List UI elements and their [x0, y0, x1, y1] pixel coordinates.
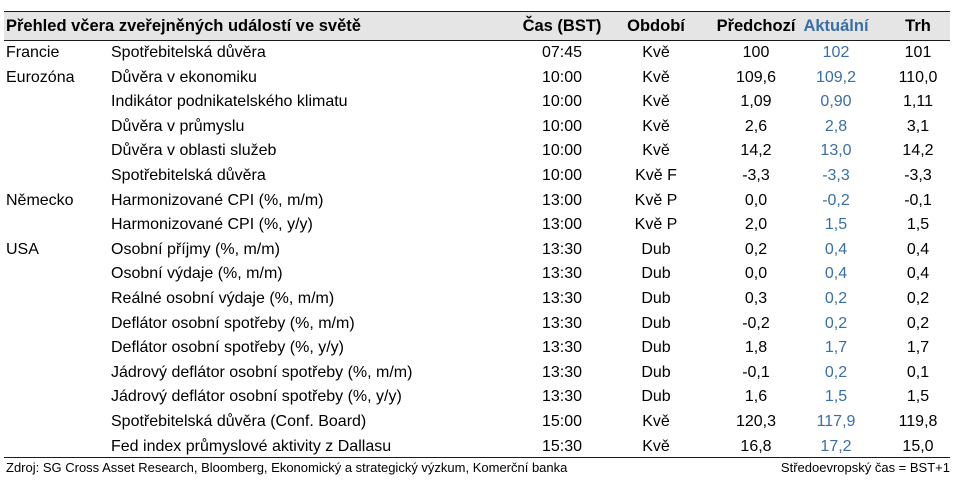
- table-row: [4, 262, 950, 287]
- row-actual: 102: [822, 44, 850, 61]
- row-period: Kvě: [642, 437, 670, 455]
- row-period: Kvě: [642, 117, 670, 135]
- row-previous: 2,0: [744, 216, 768, 234]
- row-time: 13:00: [541, 191, 583, 209]
- row-actual: 17,2: [820, 437, 852, 455]
- row-market: 0,1: [906, 363, 930, 381]
- row-previous: 100: [742, 44, 770, 61]
- row-time: 13:30: [541, 314, 583, 332]
- row-event: Osobní výdaje (%, m/m): [111, 265, 283, 283]
- row-event: Deflátor osobní spotřeby (%, m/m): [111, 314, 355, 332]
- row-event: Indikátor podnikatelského klimatu: [111, 93, 348, 111]
- row-period: Kvě P: [634, 216, 678, 234]
- row-time: 10:00: [541, 166, 583, 184]
- row-actual: 2,8: [824, 117, 848, 135]
- table-header: [4, 11, 950, 41]
- table-row: [4, 189, 950, 214]
- row-time: 10:00: [541, 142, 583, 160]
- table-row: [4, 213, 950, 238]
- row-event: Důvěra v průmyslu: [111, 117, 245, 135]
- table-row: [4, 435, 950, 460]
- row-actual: 0,2: [824, 363, 848, 381]
- row-previous: 1,6: [744, 388, 768, 406]
- table-row: [4, 90, 950, 115]
- row-time: 13:30: [541, 388, 583, 406]
- table-row: [4, 238, 950, 263]
- row-event: Reálné osobní výdaje (%, m/m): [111, 289, 335, 307]
- row-time: 13:00: [541, 216, 583, 234]
- row-period: Kvě: [642, 93, 670, 111]
- table-row: [4, 361, 950, 386]
- row-market: 119,8: [898, 412, 938, 430]
- row-actual: 1,5: [824, 388, 848, 406]
- row-event: Fed index průmyslové aktivity z Dallasu: [111, 437, 392, 455]
- row-actual: 0,2: [824, 314, 848, 332]
- row-time: 15:30: [541, 437, 583, 455]
- row-time: 13:30: [541, 339, 583, 357]
- row-event: Spotřebitelská důvěra (Conf. Board): [111, 412, 367, 430]
- table-footer: [4, 457, 950, 479]
- row-previous: 0,3: [744, 289, 768, 307]
- table-title: Přehled včera zveřejněných událostí ve světě: [6, 17, 361, 35]
- row-market: 14,2: [902, 142, 934, 160]
- row-period: Kvě: [642, 142, 670, 160]
- row-previous: 0,2: [744, 240, 768, 258]
- row-previous: 16,8: [740, 437, 772, 455]
- row-country: Německo: [6, 191, 74, 209]
- row-event: Harmonizované CPI (%, m/m): [111, 191, 324, 209]
- row-event: Deflátor osobní spotřeby (%, y/y): [111, 339, 344, 357]
- row-actual: 109,2: [815, 68, 857, 86]
- row-period: Kvě: [642, 44, 670, 61]
- row-time: 13:30: [541, 265, 583, 283]
- row-event: Důvěra v oblasti služeb: [111, 142, 277, 160]
- row-time: 10:00: [541, 93, 583, 111]
- row-market: -3,3: [904, 166, 932, 184]
- row-time: 15:00: [541, 412, 583, 430]
- row-actual: 1,5: [824, 216, 848, 234]
- row-market: 15,0: [902, 437, 934, 455]
- table-row: [4, 287, 950, 312]
- row-market: 0,2: [906, 314, 930, 332]
- row-actual: 117,9: [816, 412, 856, 430]
- table-row: [4, 41, 950, 66]
- header-period: Období: [627, 17, 685, 35]
- row-country: USA: [6, 240, 39, 258]
- row-event: Spotřebitelská důvěra: [111, 44, 266, 61]
- header-time: Čas (BST): [522, 17, 602, 35]
- row-event: Harmonizované CPI (%, y/y): [111, 216, 313, 234]
- row-period: Dub: [641, 265, 671, 283]
- row-event: Jádrový deflátor osobní spotřeby (%, m/m): [111, 363, 413, 381]
- row-period: Dub: [641, 363, 671, 381]
- row-actual: -3,3: [822, 166, 850, 184]
- row-previous: 14,2: [740, 142, 772, 160]
- table-row: [4, 115, 950, 140]
- row-previous: -0,1: [742, 363, 770, 381]
- row-previous: 2,6: [744, 117, 768, 135]
- row-time: 13:30: [541, 240, 583, 258]
- row-market: 1,11: [903, 93, 933, 111]
- row-previous: -0,2: [742, 314, 770, 332]
- table-row: [4, 410, 950, 435]
- row-previous: -3,3: [742, 166, 770, 184]
- row-event: Spotřebitelská důvěra: [111, 166, 266, 184]
- table-row: [4, 336, 950, 361]
- header-market: Trh: [905, 17, 931, 35]
- row-actual: -0,2: [822, 191, 850, 209]
- header-previous: Předchozí: [716, 17, 796, 35]
- row-previous: 1,8: [744, 339, 768, 357]
- row-actual: 13,0: [820, 142, 852, 160]
- row-event: Důvěra v ekonomiku: [111, 68, 257, 86]
- row-period: Kvě: [642, 68, 670, 86]
- table-row: [4, 312, 950, 337]
- row-period: Dub: [641, 289, 671, 307]
- row-market: 110,0: [898, 68, 938, 86]
- row-actual: 0,90: [820, 93, 852, 111]
- table-row: [4, 385, 950, 410]
- row-actual: 0,4: [824, 265, 848, 283]
- row-previous: 1,09: [740, 93, 772, 111]
- row-market: 0,4: [906, 240, 930, 258]
- row-actual: 0,2: [824, 289, 848, 307]
- row-market: 1,7: [906, 339, 930, 357]
- row-period: Kvě F: [635, 166, 677, 184]
- row-time: 10:00: [541, 117, 583, 135]
- timezone-note: Středoevropský čas = BST+1: [780, 460, 950, 475]
- table-body: [4, 41, 950, 459]
- row-actual: 1,7: [824, 339, 848, 357]
- row-actual: 0,4: [824, 240, 848, 258]
- row-time: 13:30: [541, 363, 583, 381]
- row-period: Dub: [641, 240, 671, 258]
- row-market: 1,5: [906, 388, 930, 406]
- row-event: Osobní příjmy (%, m/m): [111, 240, 280, 258]
- row-market: 0,2: [906, 289, 930, 307]
- row-period: Kvě: [642, 412, 670, 430]
- row-previous: 120,3: [735, 412, 777, 430]
- row-time: 07:45: [541, 44, 583, 61]
- row-market: 3,1: [906, 117, 930, 135]
- row-market: 1,5: [906, 216, 930, 234]
- row-event: Jádrový deflátor osobní spotřeby (%, y/y): [111, 388, 402, 406]
- row-period: Dub: [641, 339, 671, 357]
- table-row: [4, 164, 950, 189]
- row-previous: 109,6: [735, 68, 777, 86]
- row-period: Dub: [641, 314, 671, 332]
- events-table: [4, 11, 950, 459]
- row-period: Kvě P: [634, 191, 678, 209]
- row-previous: 0,0: [744, 265, 768, 283]
- table-row: [4, 66, 950, 91]
- row-previous: 0,0: [744, 191, 768, 209]
- source-note: Zdroj: SG Cross Asset Research, Bloomberg, Ekonomický a strategický výzkum, Komerční banka: [6, 460, 568, 475]
- row-time: 13:30: [541, 289, 583, 307]
- row-country: Francie: [6, 44, 60, 61]
- row-period: Dub: [641, 388, 671, 406]
- row-market: -0,1: [904, 191, 932, 209]
- row-market: 101: [904, 44, 932, 61]
- header-actual: Aktuální: [803, 17, 869, 35]
- table-row: [4, 139, 950, 164]
- row-country: Eurozóna: [6, 68, 75, 86]
- row-market: 0,4: [906, 265, 930, 283]
- row-time: 10:00: [541, 68, 583, 86]
